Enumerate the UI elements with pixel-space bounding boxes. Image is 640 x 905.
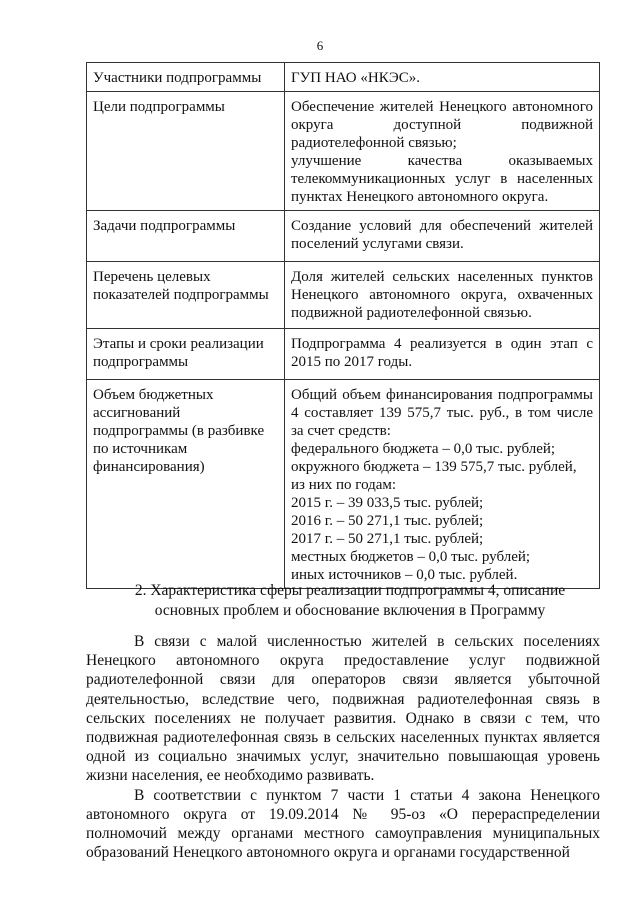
table-row xyxy=(87,211,600,262)
row-content-line: Доля жителей сельских населенных пунктов Ненецкого автономного округа, охваченных подвижной радиотелефонной связью. xyxy=(291,269,593,321)
row-content xyxy=(285,63,600,92)
row-content-line: 2016 г. – 50 271,1 тыс. рублей; xyxy=(291,513,484,529)
row-content xyxy=(285,92,600,211)
section-heading-line: основных проблем и обоснование включения в Программу xyxy=(154,602,546,619)
row-content-line: ГУП НАО «НКЭС». xyxy=(291,70,421,86)
row-content-line: улучшение качества оказываемых телекоммуникационных услуг в населенных пунктах Ненецкого автономного округа. xyxy=(291,153,593,205)
table-row xyxy=(87,380,600,589)
row-label: Цели подпрограммы xyxy=(87,92,285,211)
row-content xyxy=(285,380,600,589)
table-row xyxy=(87,329,600,380)
row-content xyxy=(285,329,600,380)
row-label: Этапы и сроки реализации подпрограммы xyxy=(87,329,285,380)
body-text xyxy=(86,632,600,862)
paragraph: В связи с малой численностью жителей в сельских поселениях Ненецкого автономного округа предоставление услуг подвижной радиотелефонной связи для операторов связи является убыточной деятельностью, вследствие чего, подвижная радиотелефонная связь в сельских поселениях не получает развития. Однако в связи с тем, что подвижная радиотелефонная связь в сельских населенных пунктах является одной из социально значимых услуг, значительно повышающая уровень жизни населения, ее необходимо развивать. xyxy=(86,633,600,785)
row-label: Объем бюджетных ассигнований подпрограммы (в разбивке по источникам финансирования) xyxy=(87,380,285,589)
section-heading-line: 2. Характеристика сферы реализации подпрограммы 4, описание xyxy=(134,582,566,599)
row-content-line: иных источников – 0,0 тыс. рублей. xyxy=(291,567,518,583)
row-content-line: федерального бюджета – 0,0 тыс. рублей; xyxy=(291,441,556,457)
row-content-line: из них по годам: xyxy=(291,477,397,493)
row-content-line: окружного бюджета – 139 575,7 тыс. рублей, xyxy=(291,459,577,475)
table-row xyxy=(87,262,600,329)
row-content-line: Создание условий для обеспечений жителей поселений услугами связи. xyxy=(291,218,593,252)
table-row xyxy=(87,92,600,211)
row-content-line: Общий объем финансирования подпрограммы 4 составляет 139 575,7 тыс. руб., в том числе за счет средств: xyxy=(291,387,593,439)
row-content-line: местных бюджетов – 0,0 тыс. рублей; xyxy=(291,549,531,565)
page-number: 6 xyxy=(316,38,324,53)
row-content-line: 2017 г. – 50 271,1 тыс. рублей; xyxy=(291,531,484,547)
paragraph: В соответствии с пунктом 7 части 1 статьи 4 закона Ненецкого автономного округа от 19.09.2014 № 95-оз «О перераспределении полномочий между органами местного самоуправления муниципальных образований Ненецкого автономного округа и органами государственной xyxy=(86,786,600,862)
row-label: Задачи подпрограммы xyxy=(87,211,285,262)
row-content xyxy=(285,211,600,262)
table-row xyxy=(87,63,600,92)
row-label: Перечень целевых показателей подпрограммы xyxy=(87,262,285,329)
row-content-line: Обеспечение жителей Ненецкого автономного округа доступной подвижной радиотелефонной связью; xyxy=(291,99,593,151)
row-label: Участники подпрограммы xyxy=(87,63,285,92)
row-content-line: Подпрограмма 4 реализуется в один этап с 2015 по 2017 годы. xyxy=(291,336,593,370)
section-heading xyxy=(100,581,600,621)
subprogram-passport-table xyxy=(86,62,600,589)
row-content xyxy=(285,262,600,329)
row-content-line: 2015 г. – 39 033,5 тыс. рублей; xyxy=(291,495,484,511)
